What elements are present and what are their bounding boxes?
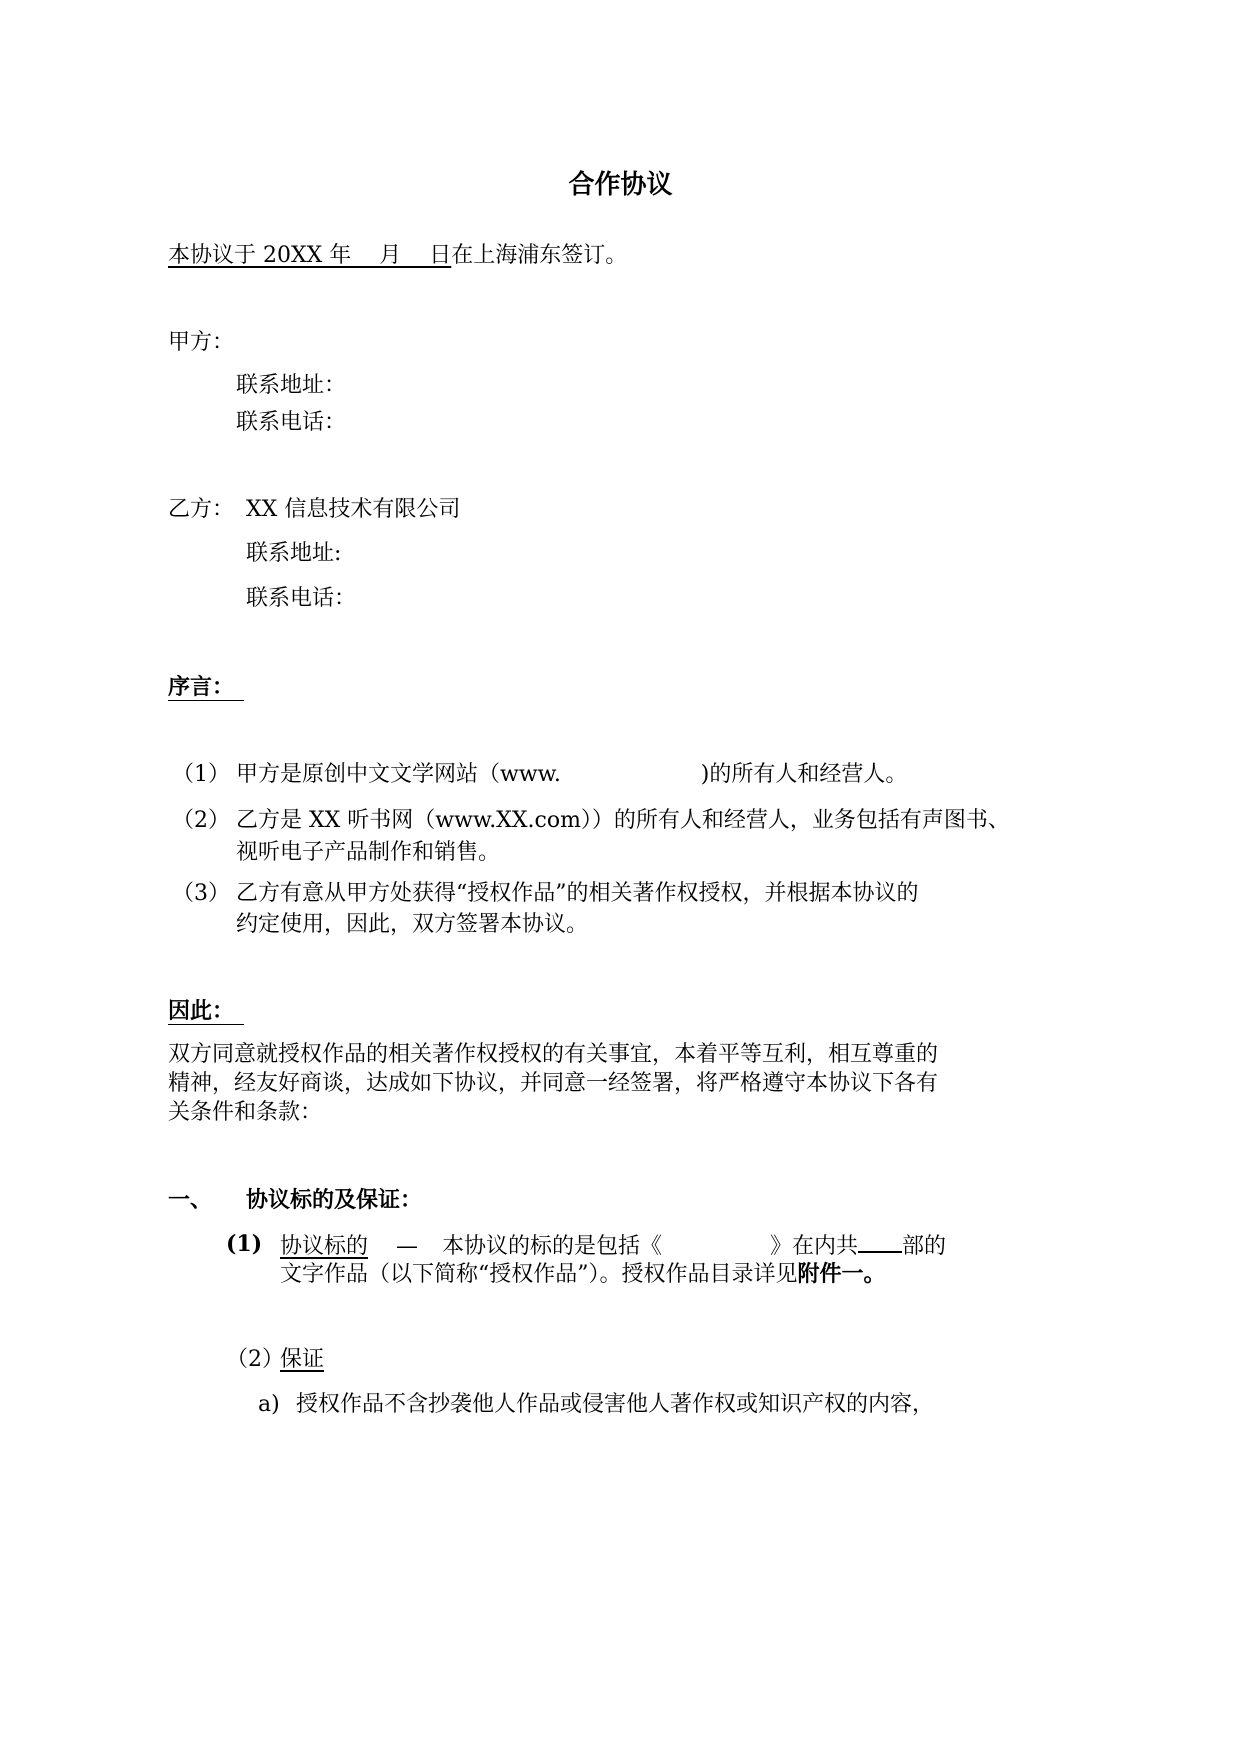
party-b-label: 乙方： (168, 497, 235, 522)
section-1-item-2-label: 保证 (280, 1347, 325, 1372)
preamble-item-3-line-2: 约定使用，因此，双方签署本协议。 (236, 912, 589, 937)
party-b-name: XX 信息技术有限公司 (246, 497, 461, 522)
item-1-text-b: 》在内共 (770, 1234, 859, 1259)
preamble-item-1-num: （1） (172, 762, 230, 787)
preamble-item-3-num: （3） (172, 881, 230, 906)
signing-place: 在上海浦东签订。 (451, 243, 628, 268)
section-1-item-1-num: (1) (226, 1231, 263, 1257)
party-a-label: 甲方： (168, 330, 235, 355)
therefore-heading: 因此： (168, 996, 244, 1026)
section-1-number: 一、 (168, 1187, 213, 1213)
item-1-dash: — (396, 1234, 419, 1259)
signing-date: 本协议于 20XX 年 月 日 (168, 243, 452, 268)
preamble-heading: 序言： (168, 672, 244, 702)
item-1-label: 协议标的 (280, 1234, 369, 1259)
section-1-title: 协议标的及保证： (246, 1187, 423, 1213)
therefore-line-1: 双方同意就授权作品的相关著作权授权的有关事宜，本着平等互利，相互尊重的 (168, 1042, 939, 1067)
appendix-1-ref: 附件一。 (797, 1261, 886, 1287)
section-1-item-2-sub-a-text: 授权作品不含抄袭他人作品或侵害他人著作权或知识产权的内容， (296, 1392, 935, 1417)
item-1-count-blank (858, 1229, 902, 1253)
party-b-address-label: 联系地址: (246, 541, 342, 566)
document-title: 合作协议 (568, 170, 673, 200)
section-1-item-1-line-2 (280, 1259, 886, 1290)
preamble-item-2-line-2: 视听电子产品制作和销售。 (236, 840, 501, 865)
item-1-text-a: 本协议的标的是包括《 (442, 1234, 663, 1259)
section-1-item-1-line-1 (280, 1229, 946, 1262)
party-a-address-label: 联系地址： (236, 373, 347, 398)
item-1-text-c: 部的 (902, 1234, 947, 1259)
section-1-item-2-sub-a-num: a) (258, 1392, 280, 1417)
preamble-item-2-num: （2） (172, 808, 230, 833)
party-a-phone-label: 联系电话： (236, 410, 347, 435)
preamble-item-2-line-1: 乙方是 XX 听书网（www.XX.com））的所有人和经营人，业务包括有声图书、 (236, 808, 1010, 833)
party-b-phone-label: 联系电话： (246, 586, 357, 611)
signing-line (168, 241, 627, 271)
therefore-line-2: 精神，经友好商谈，达成如下协议，并同意一经签署，将严格遵守本协议下各有 (168, 1071, 939, 1096)
preamble-item-3-line-1: 乙方有意从甲方处获得“授权作品”的相关著作权授权，并根据本协议的 (236, 881, 919, 906)
section-1-item-2-num: （2） (226, 1347, 284, 1372)
therefore-line-3: 关条件和条款： (168, 1100, 323, 1125)
item-1-line2-text: 文字作品（以下简称“授权作品”）。授权作品目录详见 (280, 1262, 798, 1287)
preamble-item-1-text: 甲方是原创中文文学网站（www. )的所有人和经营人。 (236, 762, 908, 787)
